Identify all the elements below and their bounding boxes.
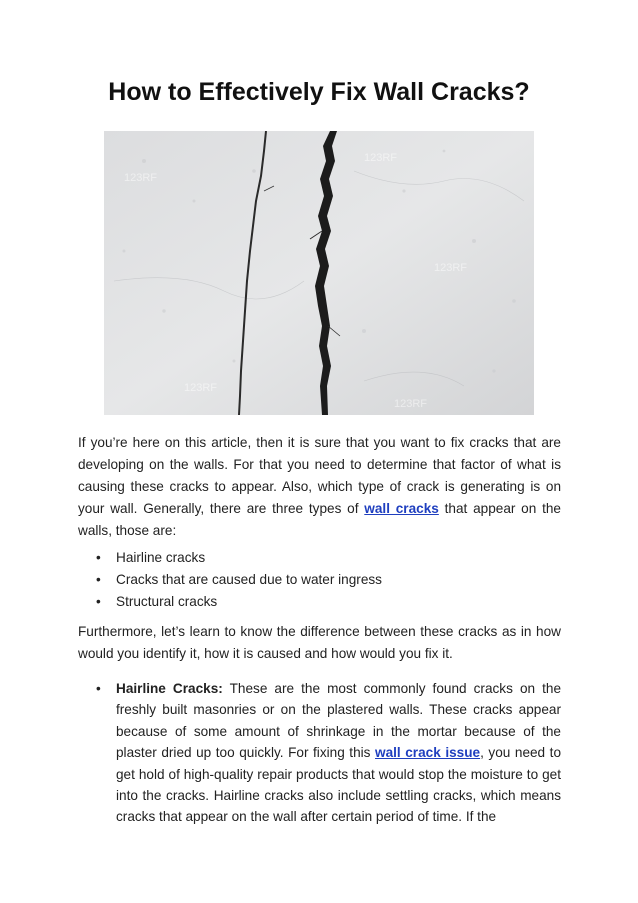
bullet-icon: • [96, 550, 101, 565]
page-title: How to Effectively Fix Wall Cracks? [108, 78, 530, 106]
wall-cracks-link[interactable]: wall cracks [364, 501, 439, 516]
wall-crack-issue-link[interactable]: wall crack issue [375, 745, 481, 761]
svg-text:123RF: 123RF [394, 398, 428, 410]
hairline-cracks-term: Hairline Cracks: [116, 681, 223, 696]
crack-types-list [96, 547, 556, 613]
intro-paragraph: If you’re here on this article, then it is sure that you want to fix cracks that are developing on the walls. For that you need to determine that factor of what is causing these cracks to appear. Also, which type of crack is generating is on your wall. Generally, there are three types of wall cracks that appear on the walls, those are: [78, 435, 561, 538]
crack-details-list [96, 678, 561, 828]
list-item: • Structural cracks [96, 591, 556, 613]
transition-paragraph: Furthermore, let’s learn to know the difference between these cracks as in how would you identify it, how it is caused and how would you fix it. [78, 624, 561, 661]
list-item: • Hairline cracks [96, 547, 556, 569]
bullet-icon: • [96, 681, 101, 696]
bullet-icon: • [96, 594, 101, 609]
watermark: 123RF [124, 172, 158, 184]
list-item: • Hairline Cracks: These are the most commonly found cracks on the freshly built masonries or on the plastered walls. These cracks appear because of some amount of shrinkage in the mortar because of the plaster dried up too quickly. For fixing this wall crack issue, you need to get hold of high-quality repair products that would stop the moisture to get into the cracks. Hairline cracks also include settling cracks, which means cracks that appear on the wall after certain period of time. If the [96, 678, 561, 828]
svg-text:123RF: 123RF [434, 262, 468, 274]
wall-crack-photo-icon [104, 131, 534, 415]
wall-crack-image [104, 131, 534, 415]
svg-text:123RF: 123RF [364, 152, 398, 164]
bullet-icon: • [96, 572, 101, 587]
svg-text:123RF: 123RF [184, 382, 218, 394]
list-item: • Cracks that are caused due to water ingress [96, 569, 556, 591]
